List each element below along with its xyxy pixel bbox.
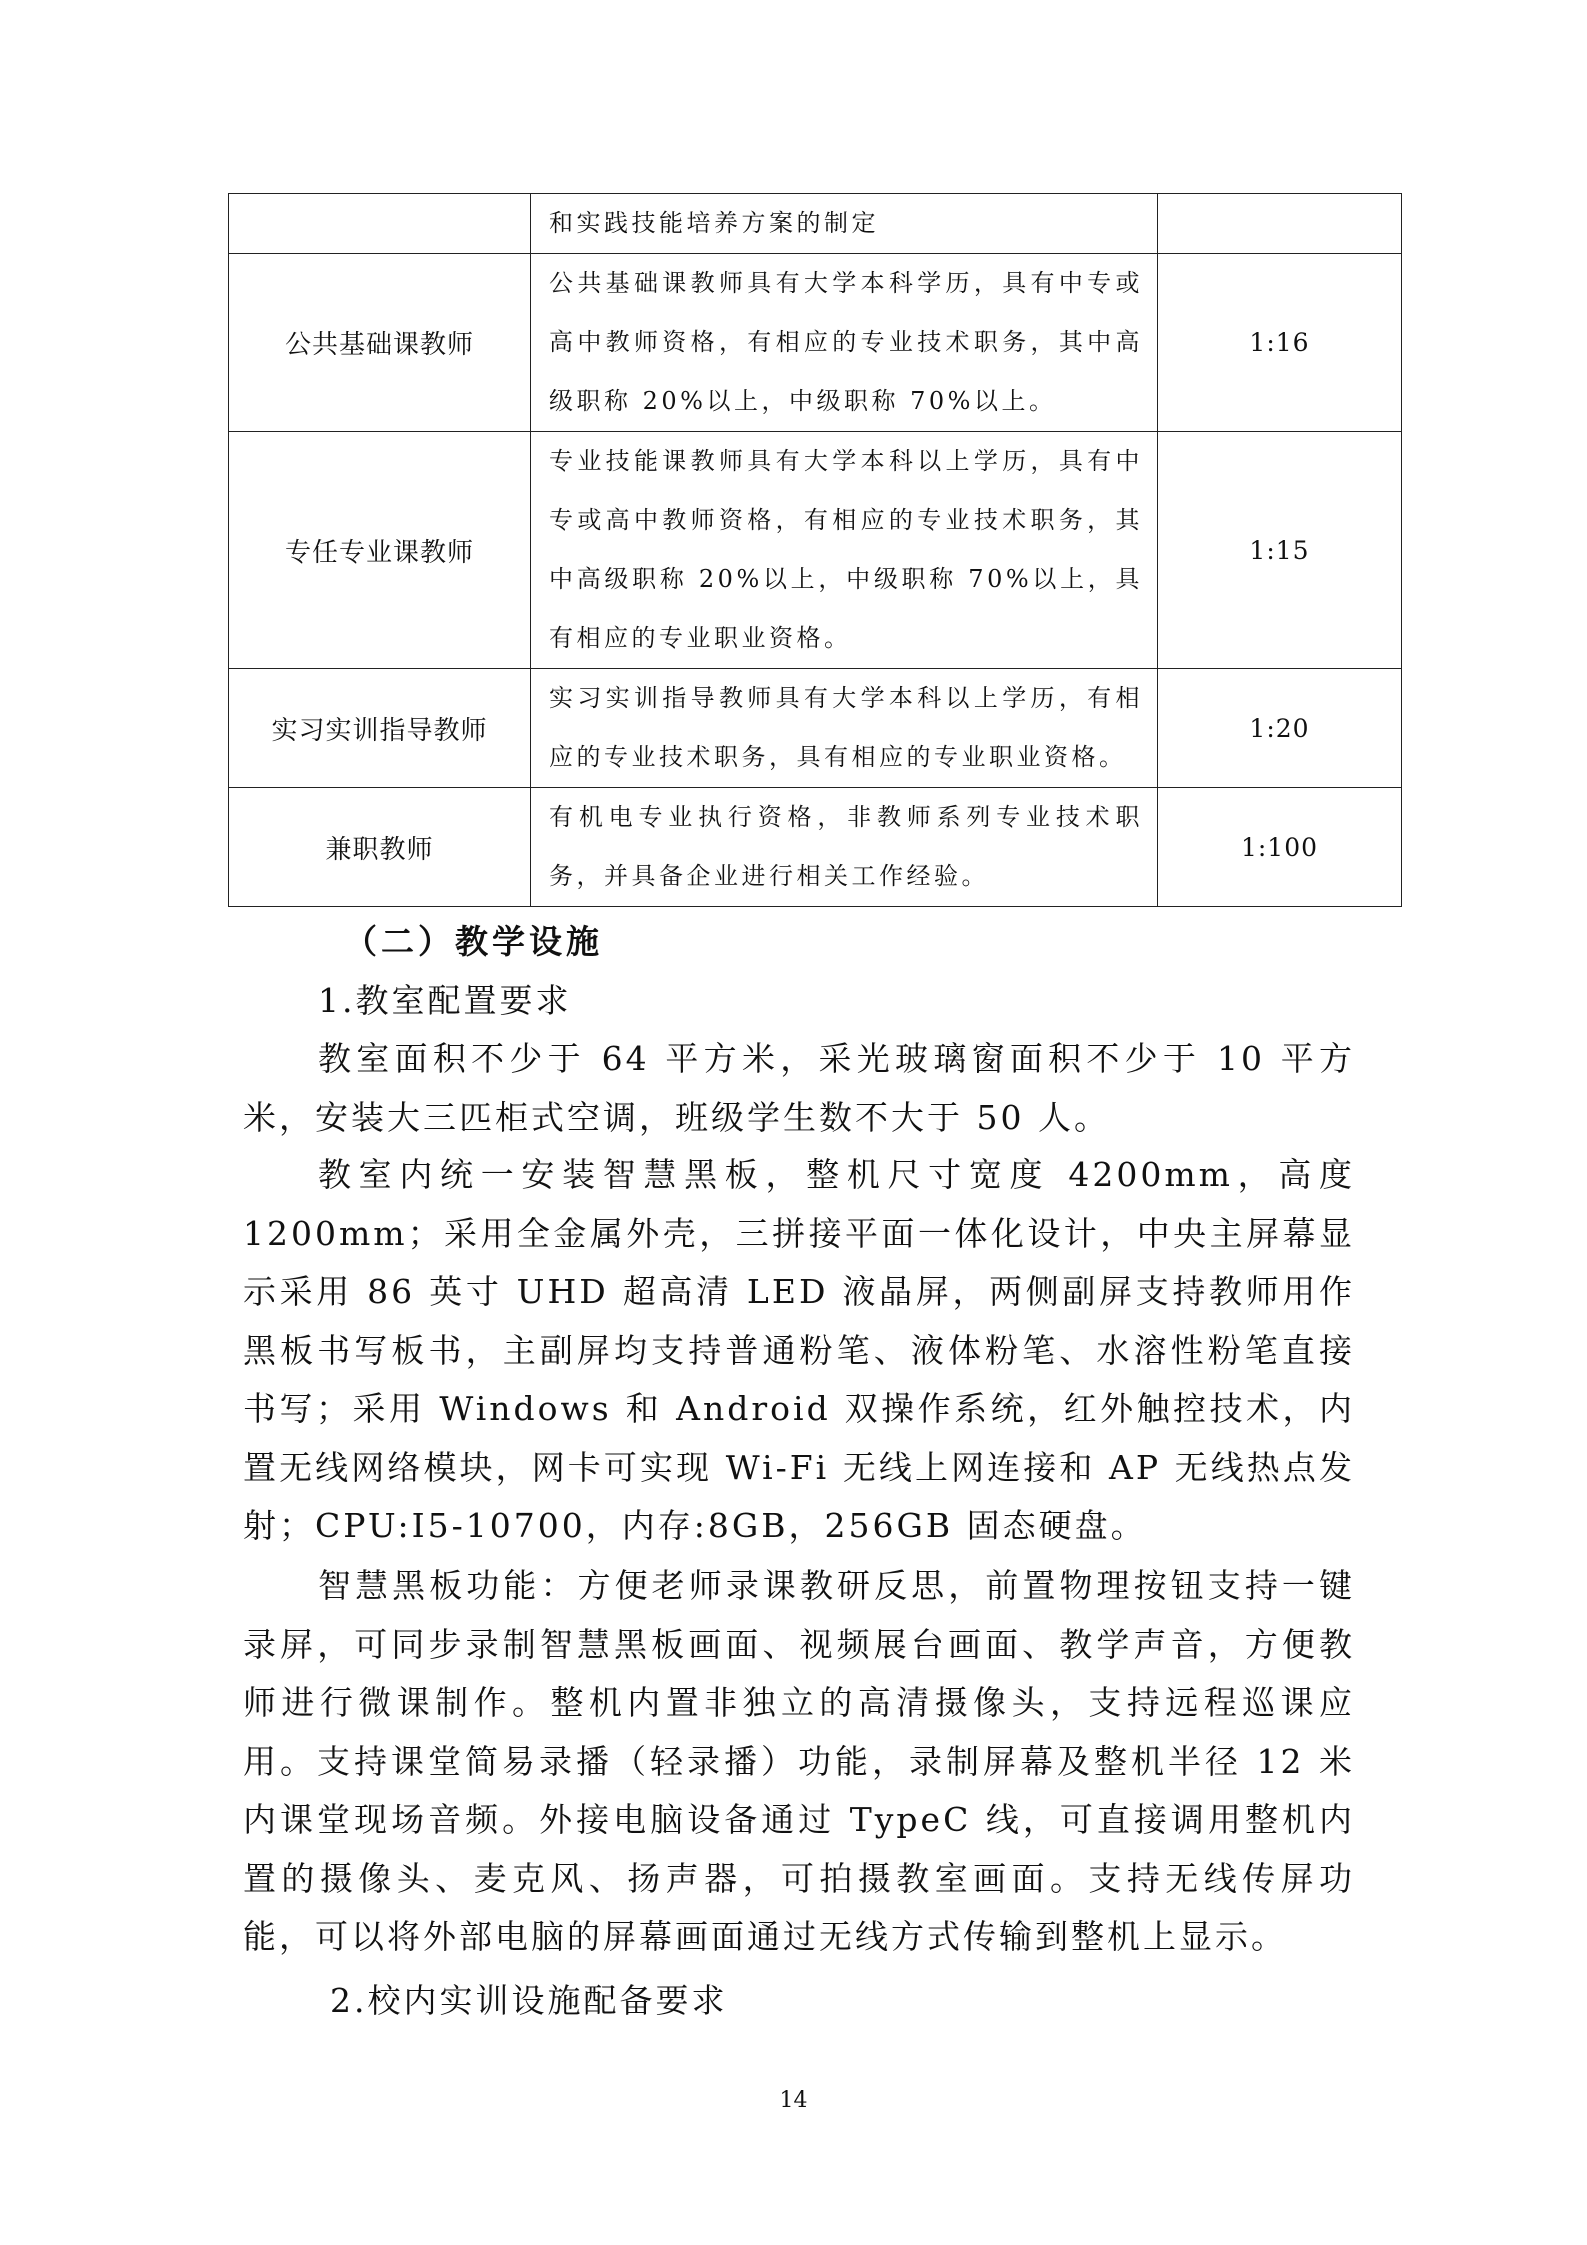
teacher-requirements-table	[228, 193, 1402, 907]
requirement-cell: 公共基础课教师具有大学本科学历，具有中专或高中教师资格，有相应的专业技术职务，其中高级职称 20%以上，中级职称 70%以上。	[531, 254, 1158, 432]
ratio-cell	[1158, 194, 1402, 254]
ratio-cell: 1:16	[1158, 254, 1402, 432]
paragraph: 智慧黑板功能：方便老师录课教研反思，前置物理按钮支持一键录屏，可同步录制智慧黑板画面、视频展台画面、教学声音，方便教师进行微课制作。整机内置非独立的高清摄像头，支持远程巡课应用。支持课堂简易录播（轻录播）功能，录制屏幕及整机半径 12 米内课堂现场音频。外接电脑设备通过 TypeC 线，可直接调用整机内置的摄像头、麦克风、扬声器，可拍摄教室画面。支持无线传屏功能，可以将外部电脑的屏幕画面通过无线方式传输到整机上显示。	[243, 1566, 1355, 1956]
ratio-cell: 1:100	[1158, 788, 1402, 907]
requirement-cell: 和实践技能培养方案的制定	[531, 194, 1158, 254]
ratio-cell: 1:20	[1158, 669, 1402, 788]
subsection-heading: 1.教室配置要求	[318, 981, 572, 1020]
table-row	[229, 788, 1402, 907]
table-row	[229, 194, 1402, 254]
teacher-type-cell: 公共基础课教师	[229, 254, 531, 432]
teacher-type-cell: 专任专业课教师	[229, 432, 531, 669]
teacher-type-cell: 兼职教师	[229, 788, 531, 907]
ratio-cell: 1:15	[1158, 432, 1402, 669]
requirement-cell: 专业技能课教师具有大学本科以上学历，具有中专或高中教师资格，有相应的专业技术职务，其中高级职称 20%以上，中级职称 70%以上，具有相应的专业职业资格。	[531, 432, 1158, 669]
table-row	[229, 254, 1402, 432]
subsection-heading: 2.校内实训设施配备要求	[330, 1981, 728, 2020]
teacher-type-cell: 实习实训指导教师	[229, 669, 531, 788]
requirement-cell: 有机电专业执行资格，非教师系列专业技术职务，并具备企业进行相关工作经验。	[531, 788, 1158, 907]
paragraph: 教室面积不少于 64 平方米，采光玻璃窗面积不少于 10 平方米，安装大三匹柜式空调，班级学生数不大于 50 人。	[243, 1039, 1355, 1137]
table-row	[229, 669, 1402, 788]
requirement-cell: 实习实训指导教师具有大学本科以上学历，有相应的专业技术职务，具有相应的专业职业资格。	[531, 669, 1158, 788]
section-heading: （二）教学设施	[344, 922, 603, 961]
table-row	[229, 432, 1402, 669]
paragraph: 教室内统一安装智慧黑板，整机尺寸宽度 4200mm，高度 1200mm；采用全金属外壳，三拼接平面一体化设计，中央主屏幕显示采用 86 英寸 UHD 超高清 LED 液晶屏，两侧副屏支持教师用作黑板书写板书，主副屏均支持普通粉笔、液体粉笔、水溶性粉笔直接书写；采用 Windows 和 Android 双操作系统，红外触控技术，内置无线网络模块，网卡可实现 Wi-Fi 无线上网连接和 AP 无线热点发射；CPU:I5-10700，内存:8GB，256GB 固态硬盘。	[243, 1155, 1355, 1545]
teacher-type-cell	[229, 194, 531, 254]
page-number: 14	[779, 2088, 808, 2113]
